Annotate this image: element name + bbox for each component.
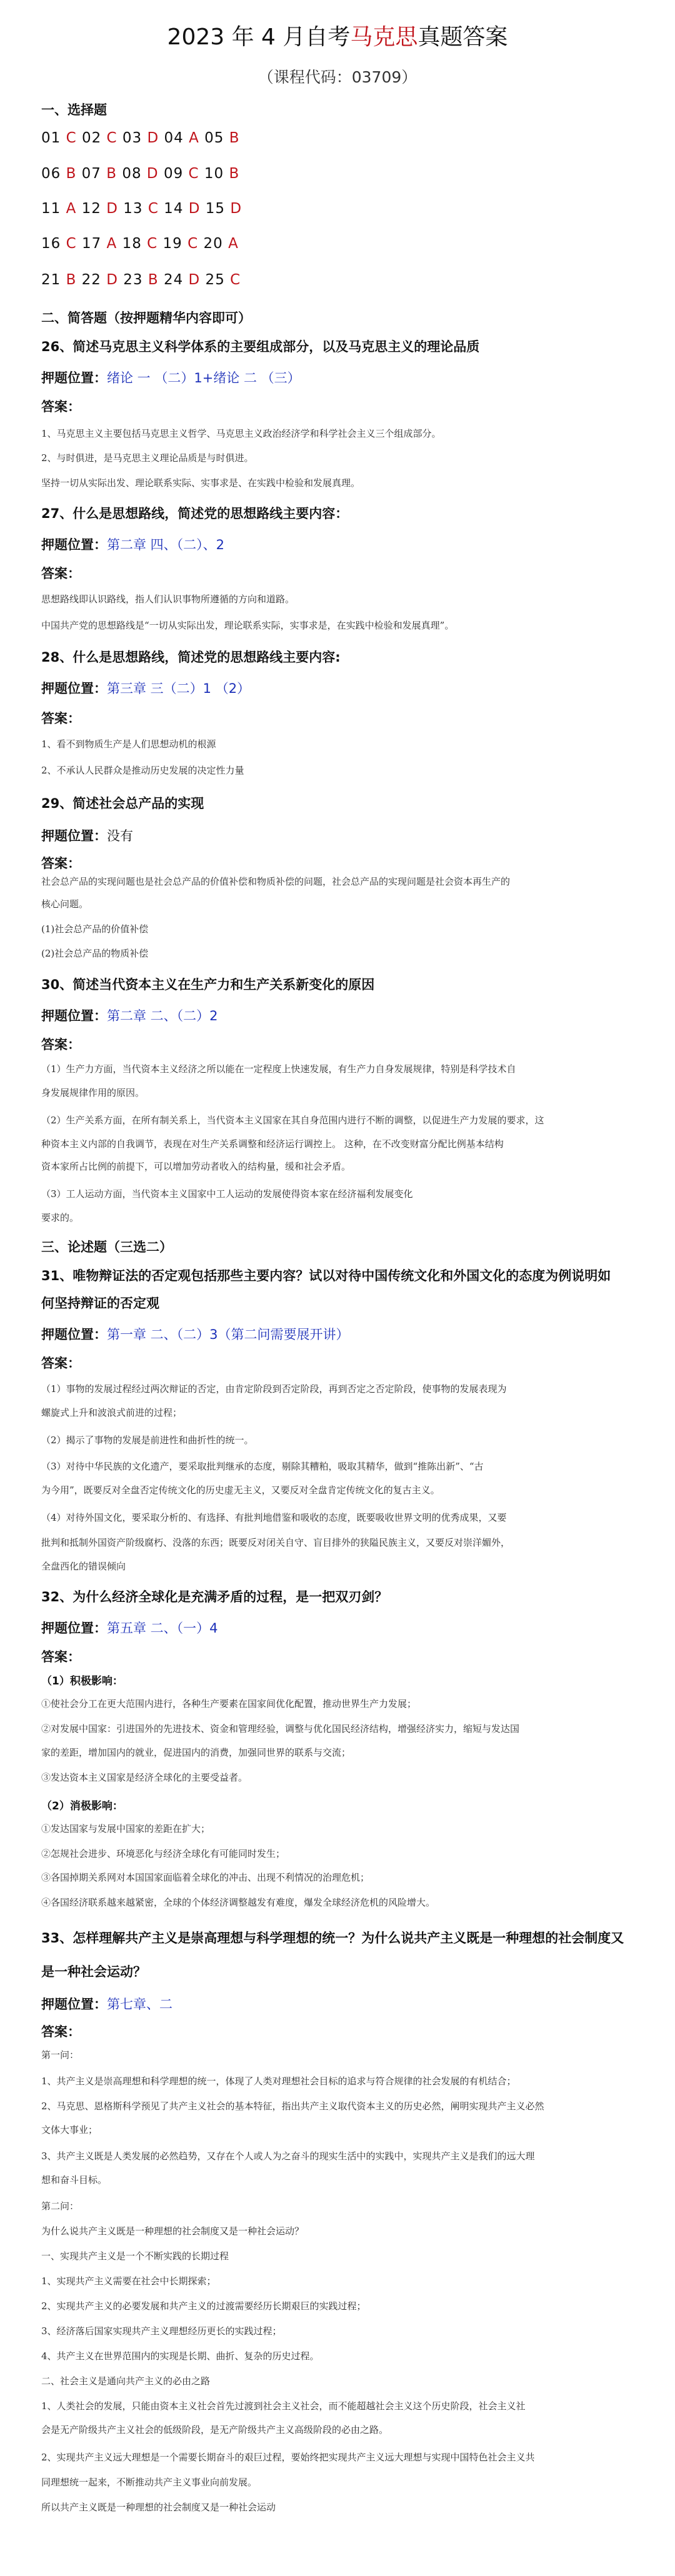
- mcq-answer-letter: C: [147, 236, 158, 252]
- q30-position: 押题位置：第二章 二、（二）2: [41, 1008, 218, 1023]
- q31-line: 螺旋式上升和波浪式前进的过程；: [41, 1407, 182, 1418]
- q33-line: 1、共产主义是崇高理想和科学理想的统一，体现了人类对理想社会目标的追求与符合规律的社会发展的有机结合；: [41, 2076, 516, 2087]
- question-31: 31、唯物辩证法的否定观包括那些主要内容？试以对待中国传统文化和外国文化的态度为例说明如: [41, 1268, 611, 1283]
- q29-line: (1)社会总产品的价值补偿: [41, 923, 149, 935]
- q32-line: ③发达资本主义国家是经济全球化的主要受益者。: [41, 1772, 248, 1783]
- section-heading-essay: 三、论述题（三选二）: [41, 1240, 172, 1255]
- mcq-question-number: 09: [158, 166, 189, 182]
- q29-line: 社会总产品的实现问题也是社会总产品的价值补偿和物质补偿的问题，社会总产品的实现问题是社会资本再生产的: [41, 876, 511, 887]
- mcq-answer-letter: B: [106, 166, 118, 182]
- mcq-answer-letter: B: [66, 272, 77, 288]
- q32-line: ①发达国家与发展中国家的差距在扩大；: [41, 1823, 211, 1834]
- mcq-answer-letter: C: [66, 130, 77, 146]
- q33-line: 一、实现共产主义是一个不断实践的长期过程: [41, 2250, 229, 2262]
- q33-line: 3、经济落后国家实现共产主义理想经历更长的实践过程；: [41, 2325, 282, 2337]
- mcq-answer-letter: B: [148, 272, 159, 288]
- q31-line: （2）揭示了事物的发展是前进性和曲折性的统一。: [41, 1435, 254, 1446]
- mcq-row: [41, 166, 239, 182]
- mcq-question-number: 15: [200, 201, 231, 217]
- title-highlight: 马克思: [350, 24, 418, 50]
- mcq-row: [41, 130, 240, 146]
- mcq-answer-letter: D: [188, 272, 201, 288]
- q33-line: 第一问：: [41, 2049, 79, 2061]
- q33-line: 第二问：: [41, 2201, 79, 2212]
- mcq-row: [41, 201, 242, 217]
- question-30: 30、简述当代资本主义在生产力和生产关系新变化的原因: [41, 977, 375, 992]
- q30-line: 身发展规律作用的原因。: [41, 1087, 145, 1098]
- q33-line: 同理想统一起来，不断推动共产主义事业向前发展。: [41, 2477, 258, 2488]
- q29-answer-label: 答案：: [41, 856, 81, 871]
- mcq-answer-letter: D: [188, 201, 201, 217]
- q27-line: 思想路线即认识路线，指人们认识事物所遵循的方向和道路。: [41, 594, 295, 605]
- question-26: 26、简述马克思主义科学体系的主要组成部分，以及马克思主义的理论品质: [41, 339, 480, 354]
- mcq-question-number: 12: [76, 201, 107, 217]
- mcq-question-number: 16: [41, 236, 66, 252]
- mcq-question-number: 24: [158, 272, 189, 288]
- mcq-question-number: 22: [76, 272, 107, 288]
- q30-line: 资本家所占比例的前提下，可以增加劳动者收入的结构量，缓和社会矛盾。: [41, 1161, 351, 1172]
- mcq-question-number: 11: [41, 201, 66, 217]
- q32-negative-heading: （2）消极影响：: [41, 1800, 123, 1813]
- q33-line: 二、社会主义是通向共产主义的必由之路: [41, 2375, 211, 2387]
- q26-line: 1、马克思主义主要包括马克思主义哲学、马克思主义政治经济学和科学社会主义三个组成部分。: [41, 428, 441, 439]
- q33-line: 为什么说共产主义既是一种理想的社会制度又是一种社会运动？: [41, 2225, 304, 2237]
- page-title: 2023 年 4 月自考马克思真题答案: [167, 24, 508, 50]
- mcq-question-number: 05: [199, 130, 229, 146]
- q32-answer-label: 答案：: [41, 1649, 81, 1664]
- q32-position: 押题位置：第五章 二、（一）4: [41, 1621, 218, 1636]
- q33-line: 3、共产主义既是人类发展的必然趋势，又存在个人或人为之奋斗的现实生活中的实践中，实现共产主义是我们的远大理: [41, 2151, 535, 2162]
- mcq-question-number: 06: [41, 166, 66, 182]
- q33-line: 所以共产主义既是一种理想的社会制度又是一种社会运动: [41, 2502, 276, 2513]
- mcq-answer-letter: D: [146, 166, 159, 182]
- q31-line: 全盘西化的错误倾向: [41, 1561, 126, 1572]
- q28-line: 2、不承认人民群众是推动历史发展的决定性力量: [41, 765, 244, 776]
- question-33-cont: 是一种社会运动？: [41, 1964, 146, 1979]
- q29-position: 押题位置：没有: [41, 828, 133, 843]
- mcq-answer-letter: A: [189, 130, 199, 146]
- mcq-question-number: 13: [118, 201, 148, 217]
- mcq-question-number: 21: [41, 272, 66, 288]
- mcq-question-number: 07: [76, 166, 107, 182]
- q33-line: 2、实现共产主义远大理想是一个需要长期奋斗的艰巨过程，要始终把实现共产主义远大理想与实现中国特色社会主义共: [41, 2452, 535, 2463]
- q28-line: 1、看不到物质生产是人们思想动机的根源: [41, 738, 216, 750]
- mcq-answer-letter: D: [147, 130, 159, 146]
- mcq-answer-letter: D: [106, 272, 118, 288]
- mcq-answer-letter: A: [106, 236, 118, 252]
- question-31-cont: 何坚持辩证的否定观: [41, 1296, 159, 1311]
- q31-line: 批判和抵制外国资产阶级腐朽、没落的东西；既要反对闭关自守、盲目排外的狭隘民族主义，又要反对崇洋媚外，: [41, 1537, 511, 1548]
- q26-line: 坚持一切从实际出发、理论联系实际、实事求是、在实践中检验和发展真理。: [41, 477, 361, 489]
- q33-line: 1、人类社会的发展，只能由资本主义社会首先过渡到社会主义社会，而不能超越社会主义这个历史阶段，社会主义社: [41, 2400, 526, 2412]
- q33-line: 文体大事业；: [41, 2124, 98, 2136]
- mcq-answer-letter: B: [229, 130, 240, 146]
- q31-position: 押题位置：第一章 二、（二）3（第二问需要展开讲）: [41, 1327, 349, 1342]
- q30-answer-label: 答案：: [41, 1037, 81, 1052]
- q30-line: （3）工人运动方面，当代资本主义国家中工人运动的发展使得资本家在经济福利发展变化: [41, 1188, 413, 1200]
- mcq-row: [41, 236, 239, 252]
- q33-line: 4、共产主义在世界范围内的实现是长期、曲折、复杂的历史过程。: [41, 2350, 319, 2362]
- mcq-question-number: 23: [118, 272, 148, 288]
- q32-line: ②怎规社会进步、环境恶化与经济全球化有可能同时发生；: [41, 1848, 286, 1859]
- mcq-answer-letter: B: [229, 166, 240, 182]
- q28-answer-label: 答案：: [41, 711, 81, 726]
- mcq-question-number: 25: [200, 272, 231, 288]
- question-28: 28、什么是思想路线，简述党的思想路线主要内容:: [41, 650, 341, 665]
- mcq-answer-letter: C: [66, 236, 77, 252]
- question-29: 29、简述社会总产品的实现: [41, 796, 204, 811]
- mcq-answer-letter: C: [188, 166, 199, 182]
- q32-line: ③各国掉期关系网对本国国家面临着全球化的冲击、出现不利情况的治理危机；: [41, 1872, 370, 1883]
- question-33: 33、怎样理解共产主义是崇高理想与科学理想的统一？为什么说共产主义既是一种理想的社会制度又: [41, 1931, 624, 1946]
- q29-line: (2)社会总产品的物质补偿: [41, 948, 149, 959]
- q33-answer-label: 答案：: [41, 2024, 81, 2039]
- q27-line: 中国共产党的思想路线是“一切从实际出发，理论联系实际，实事求是，在实践中检验和发展真理”。: [41, 620, 454, 631]
- q31-line: （3）对待中华民族的文化遗产，要采取批判继承的态度，剔除其糟粕，吸取其精华，做到“推陈出新”、“古: [41, 1461, 484, 1472]
- mcq-question-number: 03: [117, 130, 148, 146]
- course-code: （课程代码：03709）: [258, 68, 418, 86]
- q31-line: （4）对待外国文化，要采取分析的、有选择、有批判地借鉴和吸收的态度，既要吸收世界文明的优秀成果，又要: [41, 1512, 507, 1523]
- mcq-question-number: 18: [117, 236, 148, 252]
- mcq-answer-letter: A: [66, 201, 77, 217]
- mcq-question-number: 20: [198, 236, 229, 252]
- mcq-answer-letter: B: [66, 166, 77, 182]
- mcq-question-number: 01: [41, 130, 66, 146]
- section-heading-mcq: 一、选择题: [41, 102, 107, 117]
- mcq-question-number: 14: [158, 201, 189, 217]
- q28-position: 押题位置：第三章 三（二）1 （2）: [41, 681, 251, 696]
- q31-line: （1）事物的发展过程经过两次辩证的否定，由肯定阶段到否定阶段，再到否定之否定阶段，使事物的发展表现为: [41, 1383, 507, 1395]
- mcq-answer-letter: A: [228, 236, 239, 252]
- q32-line: 家的差距，增加国内的就业，促进国内的消费，加强同世界的联系与交流；: [41, 1747, 351, 1758]
- mcq-question-number: 19: [158, 236, 188, 252]
- q26-position: 押题位置：绪论 一 （二）1+绪论 二 （三）: [41, 370, 301, 385]
- q33-line: 2、马克思、恩格斯科学预见了共产主义社会的基本特征，指出共产主义取代资本主义的历史必然，阐明实现共产主义必然: [41, 2101, 544, 2112]
- q26-answer-label: 答案：: [41, 399, 81, 414]
- q32-positive-heading: （1）积极影响：: [41, 1675, 123, 1688]
- q27-answer-label: 答案：: [41, 566, 81, 581]
- mcq-answer-letter: C: [148, 201, 159, 217]
- q33-line: 1、实现共产主义需要在社会中长期探索；: [41, 2275, 216, 2287]
- q31-line: 为今用”，既要反对全盘否定传统文化的历史虚无主义，又要反对全盘肯定传统文化的复古主义。: [41, 1484, 440, 1496]
- mcq-answer-letter: D: [106, 201, 118, 217]
- mcq-answer-letter: D: [230, 201, 242, 217]
- mcq-question-number: 04: [159, 130, 189, 146]
- q30-line: （2）生产关系方面，在所有制关系上，当代资本主义国家在其自身范围内进行不断的调整，以促进生产力发展的要求，这: [41, 1115, 544, 1126]
- mcq-question-number: 17: [76, 236, 107, 252]
- mcq-question-number: 10: [199, 166, 229, 182]
- q31-answer-label: 答案：: [41, 1356, 81, 1371]
- mcq-question-number: 08: [117, 166, 147, 182]
- q33-position: 押题位置：第七章、二: [41, 1997, 172, 2012]
- mcq-answer-letter: C: [106, 130, 118, 146]
- q33-line: 想和奋斗目标。: [41, 2174, 108, 2186]
- q27-position: 押题位置：第二章 四、（二）、2: [41, 537, 225, 552]
- q33-line: 2、实现共产主义的必要发展和共产主义的过渡需要经历长期艰巨的实践过程；: [41, 2300, 366, 2312]
- q30-line: 要求的。: [41, 1212, 79, 1223]
- mcq-row: [41, 272, 241, 288]
- mcq-answer-letter: C: [188, 236, 199, 252]
- mcq-question-number: 02: [76, 130, 107, 146]
- q30-line: 种资本主义内部的自我调节，表现在对生产关系调整和经济运行调控上。 这种，在不改变财富分配比例基本结构: [41, 1138, 504, 1150]
- section-heading-short: 二、简答题（按押题精华内容即可）: [41, 311, 251, 326]
- q29-line: 核心问题。: [41, 898, 89, 910]
- q30-line: （1）生产力方面，当代资本主义经济之所以能在一定程度上快速发展，有生产力自身发展规律，特别是科学技术自: [41, 1063, 516, 1075]
- q26-line: 2、与时俱进，是马克思主义理论品质是与时俱进。: [41, 452, 254, 464]
- q33-line: 会是无产阶级共产主义社会的低级阶段，是无产阶级共产主义高级阶段的必由之路。: [41, 2424, 389, 2435]
- mcq-answer-letter: C: [230, 272, 241, 288]
- q32-line: ④各国经济联系越来越紧密，全球的个体经济调整越发有难度，爆发全球经济危机的风险增大。: [41, 1897, 436, 1908]
- q32-line: ②对发展中国家：引进国外的先进技术、资金和管理经验，调整与优化国民经济结构，增强经济实力，缩短与发达国: [41, 1723, 520, 1734]
- question-27: 27、什么是思想路线，简述党的思想路线主要内容：: [41, 506, 349, 521]
- q32-line: ①使社会分工在更大范围内进行，各种生产要素在国家间优化配置，推动世界生产力发展；: [41, 1698, 417, 1709]
- question-32: 32、为什么经济全球化是充满矛盾的过程，是一把双刃剑？: [41, 1589, 388, 1604]
